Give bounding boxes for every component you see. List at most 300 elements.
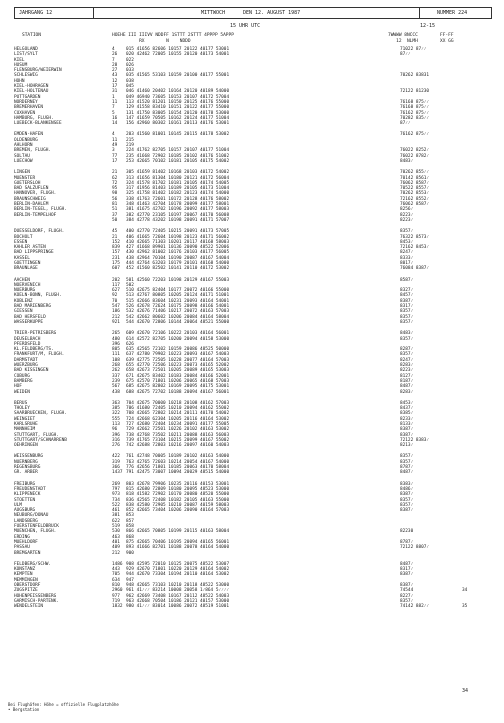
station-row: [14, 159, 454, 164]
trend-groups: 87⁄⁄: [400, 121, 411, 127]
station-elevation: 463: [112, 534, 120, 540]
synop-groups: 384 42778 43202 10198 20091 40171 57007: [126, 217, 230, 223]
station-name: FRANKFURT/M, FLUGH.: [14, 352, 65, 358]
synop-groups: 045: [126, 84, 134, 90]
synop-groups: 962 42669 73408 10167 20112 48522 54003: [126, 593, 230, 599]
station-name: HUSUM: [14, 62, 28, 68]
hours-range-label: 12-15: [420, 23, 436, 29]
trend-groups: 70262 83831: [400, 73, 430, 79]
station-elevation: 175: [112, 260, 120, 266]
trend-groups: 8483⁄: [400, 331, 414, 337]
synop-groups: 526 42678 72624 10175 20098 40166 54001: [126, 304, 230, 310]
trend-groups: 76168 875⁄⁄: [400, 99, 430, 105]
synop-groups: 026: [126, 62, 134, 68]
station-elevation: 530: [112, 529, 120, 535]
station-elevation: 547: [112, 304, 120, 310]
trend-groups: 72122 8383⁄: [400, 437, 430, 443]
synop-groups: 438 42964 70104 10190 20087 40167 54004: [126, 255, 230, 261]
station-name: NEUBURG/DONAU: [14, 513, 49, 519]
trend-groups: 8317⁄: [400, 304, 414, 310]
station-name: MUENSTER: [14, 175, 36, 181]
station-name: HANNOVER, FLUGH.: [14, 191, 57, 197]
date-label: DEN 12. AUGUST 1987: [243, 10, 301, 16]
gust-value: 35: [462, 604, 468, 610]
synop-groups: 406 41665 72604 10198 20123 40171 56002: [126, 234, 230, 240]
trend-groups: 8213⁄: [400, 443, 414, 449]
trend-groups: 8233⁄: [400, 416, 414, 422]
station-name: BRAUNLAGE: [14, 266, 38, 272]
station-elevation: 186: [112, 309, 120, 315]
station-name: ULM: [14, 502, 22, 508]
trend-groups: 8387⁄: [400, 508, 414, 514]
synop-groups: 868: [126, 534, 134, 540]
station-elevation: 719: [112, 598, 120, 604]
synop-groups: 655 42770 72506 10223 20073 40165 52002: [126, 363, 230, 369]
station-elevation: 607: [112, 266, 120, 272]
station-elevation: 7: [112, 105, 115, 111]
station-name: ESSEN: [14, 239, 28, 245]
trend-groups: 8247⁄: [400, 357, 414, 363]
station-name: EMDEN-HAFEN: [14, 132, 44, 138]
trend-groups: 8187⁄: [400, 378, 414, 384]
station-elevation: 56: [112, 196, 118, 202]
station-name: KIEL: [14, 57, 25, 63]
issue-label: JAHRGANG 12: [19, 10, 53, 16]
trend-groups: 8453⁄: [400, 239, 414, 245]
station-name: HAMBURG, FLUGH.: [14, 115, 54, 121]
station-elevation: 70: [112, 298, 118, 304]
station-elevation: 381: [112, 513, 120, 519]
station-name: ZUGSPITZE: [14, 588, 38, 594]
station-elevation: 212: [112, 550, 120, 556]
synop-groups: 671 42675 83402 10183 20084 40166 52001: [126, 373, 230, 379]
trend-groups: 8787⁄: [400, 465, 414, 471]
station-name: BAD SALZUFLEN: [14, 186, 49, 192]
station-elevation: 461: [112, 508, 120, 514]
station-name: KARLSRUHE: [14, 422, 38, 427]
station-name: THOLEY: [14, 406, 30, 412]
station-elevation: 519: [112, 524, 120, 530]
station-elevation: 322: [112, 411, 120, 417]
trend-groups: 8457⁄: [400, 293, 414, 299]
station-elevation: 316: [112, 437, 120, 443]
synop-groups: 961 41⁄⁄⁄ 83214 10008 20058 1⁄864 5⁄⁄⁄⁄: [126, 588, 230, 594]
synop-groups: 626: [126, 341, 134, 347]
station-name: MANNHEIM: [14, 427, 36, 433]
synop-groups: 857: [126, 518, 134, 524]
station-name: BERLIN-DAHLEM: [14, 202, 49, 208]
synop-groups: 739 41765 73104 10215 20099 40167 55002: [126, 437, 230, 443]
trend-groups: 8387⁄: [400, 427, 414, 433]
station-name: SCHLESWIG: [14, 73, 38, 79]
station-elevation: 555: [112, 416, 120, 422]
trend-groups: 8357⁄: [400, 319, 414, 325]
synop-groups: 156 42960 80302 10161 20113 40176 53001: [126, 121, 230, 127]
station-elevation: 839: [112, 245, 120, 251]
station-name: MUENCHEN, FLUGH.: [14, 529, 57, 535]
station-name: LANDSBERG: [14, 518, 38, 524]
station-elevation: 108: [112, 357, 120, 363]
station-name: BREMEN, FLUGH.: [14, 148, 52, 154]
station-name: KL.FELDBERG/TS.: [14, 347, 54, 353]
synop-groups: 501 42560 72203 10198 20129 40167 55003: [126, 277, 230, 283]
station-name: CUXHAVEN: [14, 110, 36, 116]
station-elevation: 438: [112, 389, 120, 395]
trend-groups: 8383⁄: [400, 481, 414, 487]
station-elevation: 62: [112, 175, 118, 181]
station-row: [14, 266, 454, 271]
synop-groups: 944 42670 73304 10194 20110 40164 53002: [126, 572, 230, 578]
station-elevation: 21: [112, 234, 118, 240]
synop-groups: 818 41582 72902 10170 20080 48520 55000: [126, 492, 230, 498]
station-name: STUTTGART, FLUGH.: [14, 432, 59, 438]
station-elevation: 396: [112, 432, 120, 438]
station-name: BAD KISSINGEN: [14, 368, 49, 374]
station-elevation: 627: [112, 288, 120, 294]
synop-groups: 532 42676 71406 10217 20072 40163 57003: [126, 309, 230, 315]
station-elevation: 3: [112, 148, 115, 154]
synop-groups: 763 42765 72603 10214 20054 40167 54000: [126, 459, 230, 465]
station-name: BAMBERG: [14, 378, 33, 384]
synop-groups: 381 41675 42702 10196 20092 40177 58003: [126, 207, 230, 213]
station-name: BAD LIPPSPRINGE: [14, 250, 54, 256]
station-name: HOHENPEISSENBERG: [14, 593, 57, 599]
synop-groups: 852 42665 73404 10206 20090 40164 57003: [126, 508, 230, 514]
station-elevation: 4: [112, 47, 115, 52]
trend-groups: 8387⁄: [400, 298, 414, 304]
station-group: [14, 47, 454, 126]
trend-groups: 8127⁄: [400, 373, 414, 379]
station-elevation: 27: [112, 68, 118, 74]
trend-groups: 8357⁄: [400, 336, 414, 342]
station-elevation: 480: [112, 336, 120, 342]
synop-groups: 639 42775 72505 10228 20077 40164 57003: [126, 357, 230, 363]
synop-groups: 893 41666 82701 10188 20078 40164 54000: [126, 545, 230, 551]
station-row: [14, 121, 454, 126]
station-elevation: 268: [112, 363, 120, 369]
station-name: FREUDENSTADT: [14, 486, 46, 492]
synop-groups: 015 41656 82606 10157 20122 40177 53001: [126, 47, 230, 52]
trend-groups: 8247⁄: [400, 250, 414, 256]
station-group: [14, 401, 454, 449]
synop-groups: 113 41520 81201 10150 20125 40176 55000: [126, 99, 230, 105]
station-elevation: 95: [112, 186, 118, 192]
synop-groups: 452 41560 82502 10141 20110 40172 53002: [126, 266, 230, 272]
trend-groups: 8387⁄: [400, 583, 414, 589]
station-elevation: 363: [112, 400, 120, 406]
trend-groups: 8483⁄: [400, 158, 414, 164]
station-elevation: 31: [112, 89, 118, 95]
station-group: [14, 278, 454, 326]
trend-groups: 8387⁄: [400, 492, 414, 498]
station-elevation: 12: [112, 78, 118, 84]
synop-groups: 338 41763 72601 10172 20128 40176 58002: [126, 196, 230, 202]
station-elevation: 705: [112, 572, 120, 578]
trend-groups: 70142 8561⁄: [400, 175, 430, 181]
trend-groups: 8357⁄: [400, 454, 414, 460]
station-name: NORDERNEY: [14, 99, 38, 105]
trend-groups: 8357⁄: [400, 309, 414, 315]
station-name: SAARBRUECKEN, FLUGH.: [14, 411, 67, 417]
trend-groups: 76062 8587⁄: [400, 202, 430, 208]
trend-groups: 74142 882⁄⁄: [400, 604, 430, 610]
station-elevation: 98: [112, 191, 118, 197]
synop-groups: 853: [126, 513, 134, 519]
synop-groups: 803 42678 79906 10235 20116 40153 53001: [126, 481, 230, 487]
station-elevation: 805: [112, 347, 120, 353]
trend-groups: 8133⁄: [400, 422, 414, 427]
synop-groups: 727 42680 72404 10234 20091 40177 55005: [126, 422, 230, 427]
synop-groups: 131 41750 83005 10154 20120 40178 53000: [126, 110, 230, 116]
station-elevation: 409: [112, 545, 120, 551]
trend-groups: 8387⁄: [400, 572, 414, 578]
trend-groups: 82230: [400, 529, 414, 535]
trend-groups: 8787⁄: [400, 539, 414, 545]
station-name: LIST/SYLT: [14, 52, 38, 58]
station-name: OEHRINGEN: [14, 443, 38, 449]
station-elevation: 51: [112, 207, 118, 213]
synop-groups: 708 42665 72802 10214 20111 40170 54002: [126, 411, 230, 417]
station-name: HELGOLAND: [14, 47, 38, 52]
station-name: BREMGARTEN: [14, 550, 41, 556]
station-elevation: 7: [112, 57, 115, 63]
station-elevation: 366: [112, 465, 120, 471]
trend-groups: 8227⁄: [400, 593, 414, 599]
synop-groups: 858: [126, 524, 134, 530]
synop-groups: 947: [126, 577, 134, 583]
station-name: PFERDSFELD: [14, 341, 41, 347]
synop-groups: 444 42764 63203 10179 20101 40168 54000: [126, 260, 230, 266]
station-elevation: 385: [112, 406, 120, 412]
gust-column-header: FF-FF XX GG: [440, 33, 454, 44]
synop-groups: 658 42673 72501 10205 20089 40165 53003: [126, 368, 230, 374]
station-elevation: 45: [112, 229, 118, 235]
station-elevation: 1437: [112, 470, 123, 476]
station-elevation: 1486: [112, 561, 123, 567]
station-name: BREMERHAVEN: [14, 105, 44, 111]
station-name: PASSAU: [14, 545, 30, 551]
synop-groups: 035 41565 53103 10159 20100 40177 55001: [126, 73, 230, 79]
station-name: GIESSEN: [14, 309, 33, 315]
synop-groups: 609 42670 72106 10222 20103 40164 56001: [126, 331, 230, 337]
station-row: [14, 218, 454, 223]
trend-groups: 8333⁄: [400, 255, 414, 261]
station-name: BRAUNSCHWEIG: [14, 196, 46, 202]
trend-groups: 8437⁄: [400, 406, 414, 412]
station-elevation: 422: [112, 454, 120, 460]
station-elevation: 28: [112, 62, 118, 68]
synop-groups: 675 42570 71801 10206 20065 40168 57003: [126, 378, 230, 384]
trend-groups: 76322 8573⁄: [400, 234, 430, 240]
synop-groups: 513 42767 80805 10205 20124 40171 51001: [126, 293, 230, 299]
station-name: KOBLENZ: [14, 298, 33, 304]
synop-groups: 761 42748 70005 10189 20102 40163 54000: [126, 454, 230, 460]
synop-groups: 502: [126, 282, 134, 288]
station-elevation: 5: [112, 110, 115, 116]
station-elevation: 522: [112, 502, 120, 508]
trend-groups: 70282 835⁄⁄: [400, 115, 430, 121]
station-name: AUGSBURG: [14, 508, 36, 514]
synop-groups: 963 42668 70504 10186 20121 40157 53000: [126, 598, 230, 604]
gust-value: 34: [462, 588, 468, 594]
station-elevation: 17: [112, 84, 118, 90]
trend-groups: 8317⁄: [400, 567, 414, 573]
station-row: [14, 390, 454, 395]
station-row: [14, 551, 454, 556]
station-elevation: 319: [112, 459, 120, 465]
trend-groups: 8453⁄: [400, 400, 414, 406]
trend-groups: 72122 81230: [400, 89, 430, 95]
station-name: KOELN-BONN, FLUGH.: [14, 293, 62, 299]
station-name: REGENSBURG: [14, 465, 41, 471]
station-group: [14, 229, 454, 271]
trend-groups: 71022 87⁄⁄: [400, 47, 427, 52]
synop-groups: 791 42475 73007 10094 20029 48515 54000: [126, 470, 230, 476]
synop-groups: 215: [126, 137, 134, 143]
station-elevation: 157: [112, 250, 120, 256]
synop-groups: 836 42565 72408 10182 20105 40163 55000: [126, 497, 230, 503]
station-elevation: 17: [112, 158, 118, 164]
synop-groups: 614 42572 82705 10200 20094 40158 53000: [126, 336, 230, 342]
station-elevation: 43: [112, 73, 118, 79]
station-name: NOERVENICH: [14, 282, 41, 288]
station-elevation: 977: [112, 593, 120, 599]
station-name: AACHEN: [14, 277, 30, 283]
station-elevation: 276: [112, 443, 120, 449]
trend-groups: 8357⁄: [400, 459, 414, 465]
trend-groups: 8487⁄: [400, 561, 414, 567]
station-elevation: 72: [112, 180, 118, 186]
station-name: NUERNBERG: [14, 459, 38, 465]
header-divider: [419, 8, 420, 18]
station-elevation: 14: [112, 121, 118, 127]
station-elevation: 77: [112, 153, 118, 159]
station-name: FELDBERG/SCHW.: [14, 561, 52, 567]
station-name: WEINGIET: [14, 416, 36, 422]
station-name: BAD MARIENBERG: [14, 304, 52, 310]
synop-groups: 253 42665 70102 10181 20105 40175 54002: [126, 158, 230, 164]
synop-groups: 542 42662 80602 10206 20084 40164 58004: [126, 314, 230, 320]
station-name: LUECHOW: [14, 158, 33, 164]
station-elevation: 92: [112, 293, 118, 299]
station-elevation: 81: [112, 202, 118, 208]
trend-groups: 72162 8552⁄: [400, 196, 430, 202]
station-elevation: 622: [112, 518, 120, 524]
station-elevation: 37: [112, 212, 118, 218]
station-group: [14, 170, 454, 223]
trend-groups: 8017⁄: [400, 260, 414, 266]
station-elevation: 810: [112, 583, 120, 589]
station-elevation: 734: [112, 497, 120, 503]
synop-groups: 980 41⁄⁄⁄ 83014 10086 20072 48519 51001: [126, 604, 230, 610]
station-name: PUTTGARDEN: [14, 94, 41, 100]
station-elevation: 21: [112, 170, 118, 176]
synop-groups: 724 42668 62304 10205 20116 40164 53002: [126, 416, 230, 422]
station-elevation: 396: [112, 341, 120, 347]
synop-groups: 317 41956 81403 10189 20105 40173 51004: [126, 186, 230, 192]
trend-groups: 76022 8252⁄: [400, 148, 430, 154]
station-name: MUEHLDORF: [14, 539, 38, 545]
station-name: STUTTGART/SCHNARRENB: [14, 437, 67, 443]
station-elevation: 634: [112, 577, 120, 583]
station-name: OLDENBURG: [14, 137, 38, 143]
synop-groups: 049 46940 73605 10153 20107 40172 57004: [126, 94, 230, 100]
station-name: MEMMINGEN: [14, 577, 38, 583]
synop-groups: 510 42675 82404 10177 20072 40166 55000: [126, 288, 230, 294]
station-name: GR. ARBER: [14, 470, 38, 476]
trend-groups: 8223⁄: [400, 212, 414, 218]
station-elevation: 443: [112, 567, 120, 573]
trend-groups: 8357⁄: [400, 598, 414, 604]
header-divider: [93, 8, 94, 18]
station-row: [14, 320, 454, 325]
station-name: DARMSTADT: [14, 357, 38, 363]
station-name: NUERBURG: [14, 288, 36, 294]
trend-groups: 8385⁄: [400, 411, 414, 417]
station-elevation: 1832: [112, 604, 123, 610]
station-name: STOETTEN: [14, 497, 36, 503]
synop-groups: 427 41668 89901 10136 20090 48522 52006: [126, 245, 230, 251]
weekday-label: MITTWOCH: [201, 10, 226, 16]
trend-groups: 87⁄⁄: [400, 52, 411, 58]
trend-groups: 8283⁄: [400, 363, 414, 369]
station-name: WASSERKUPPE: [14, 319, 44, 325]
station-name: ERDING: [14, 534, 30, 540]
station-name: BERLIN-TEMPELHOF: [14, 212, 57, 218]
trend-groups: 8357⁄: [400, 229, 414, 235]
utc-time-label: 15 UHR UTC: [230, 23, 261, 29]
synop-groups: 305 41659 81402 10168 20103 40172 54002: [126, 170, 230, 176]
station-elevation: 11: [112, 137, 118, 143]
station-elevation: 50: [112, 217, 118, 223]
trend-groups: 8357⁄: [400, 502, 414, 508]
station-elevation: 567: [112, 384, 120, 390]
synop-groups: 866 42665 70805 10199 20115 40163 58004: [126, 529, 230, 535]
station-name: OBERSTDORF: [14, 583, 41, 589]
station-name: BAD HERSFELD: [14, 314, 46, 320]
station-group: [14, 132, 454, 164]
station-name: KAHLER ASTEN: [14, 245, 46, 251]
station-name: COBURG: [14, 373, 30, 379]
synop-groups: 020 42462 72005 10155 20120 40173 54001: [126, 52, 230, 58]
trend-column-header: 7WWWW 8NCCC 12 NLMH: [388, 33, 418, 44]
station-group: [14, 561, 468, 610]
station-name: KASSEL: [14, 255, 30, 261]
issue-number-label: NUMMER 224: [437, 10, 468, 16]
station-name: WEISSENBURG: [14, 454, 44, 460]
synop-groups: 325 41758 81402 10182 20123 40174 54000: [126, 191, 230, 197]
trend-groups: 72162 8453⁄: [400, 245, 430, 251]
trend-groups: 76168 875⁄⁄: [400, 105, 430, 111]
trend-groups: 72122 8807⁄: [400, 545, 430, 551]
station-elevation: 239: [112, 378, 120, 384]
trend-groups: 8487⁄: [400, 384, 414, 390]
station-elevation: 4: [112, 132, 115, 138]
station-elevation: 16: [112, 115, 118, 121]
synop-groups: 776 42656 71801 10185 20063 40170 58004: [126, 465, 230, 471]
station-name: SOLTAU: [14, 153, 30, 159]
station-elevation: 96: [112, 427, 118, 433]
synop-groups: 742 42688 72803 10216 20097 40160 54003: [126, 443, 230, 449]
synop-groups: 875 42665 70406 10195 20094 40165 56001: [126, 539, 230, 545]
trend-groups: 8223⁄: [400, 368, 414, 374]
station-elevation: 49: [112, 143, 118, 149]
station-elevation: 401: [112, 539, 120, 545]
station-name: BERUS: [14, 400, 28, 406]
station-elevation: 231: [112, 255, 120, 261]
station-name: HOF: [14, 384, 22, 390]
synop-groups: 038: [126, 78, 134, 84]
